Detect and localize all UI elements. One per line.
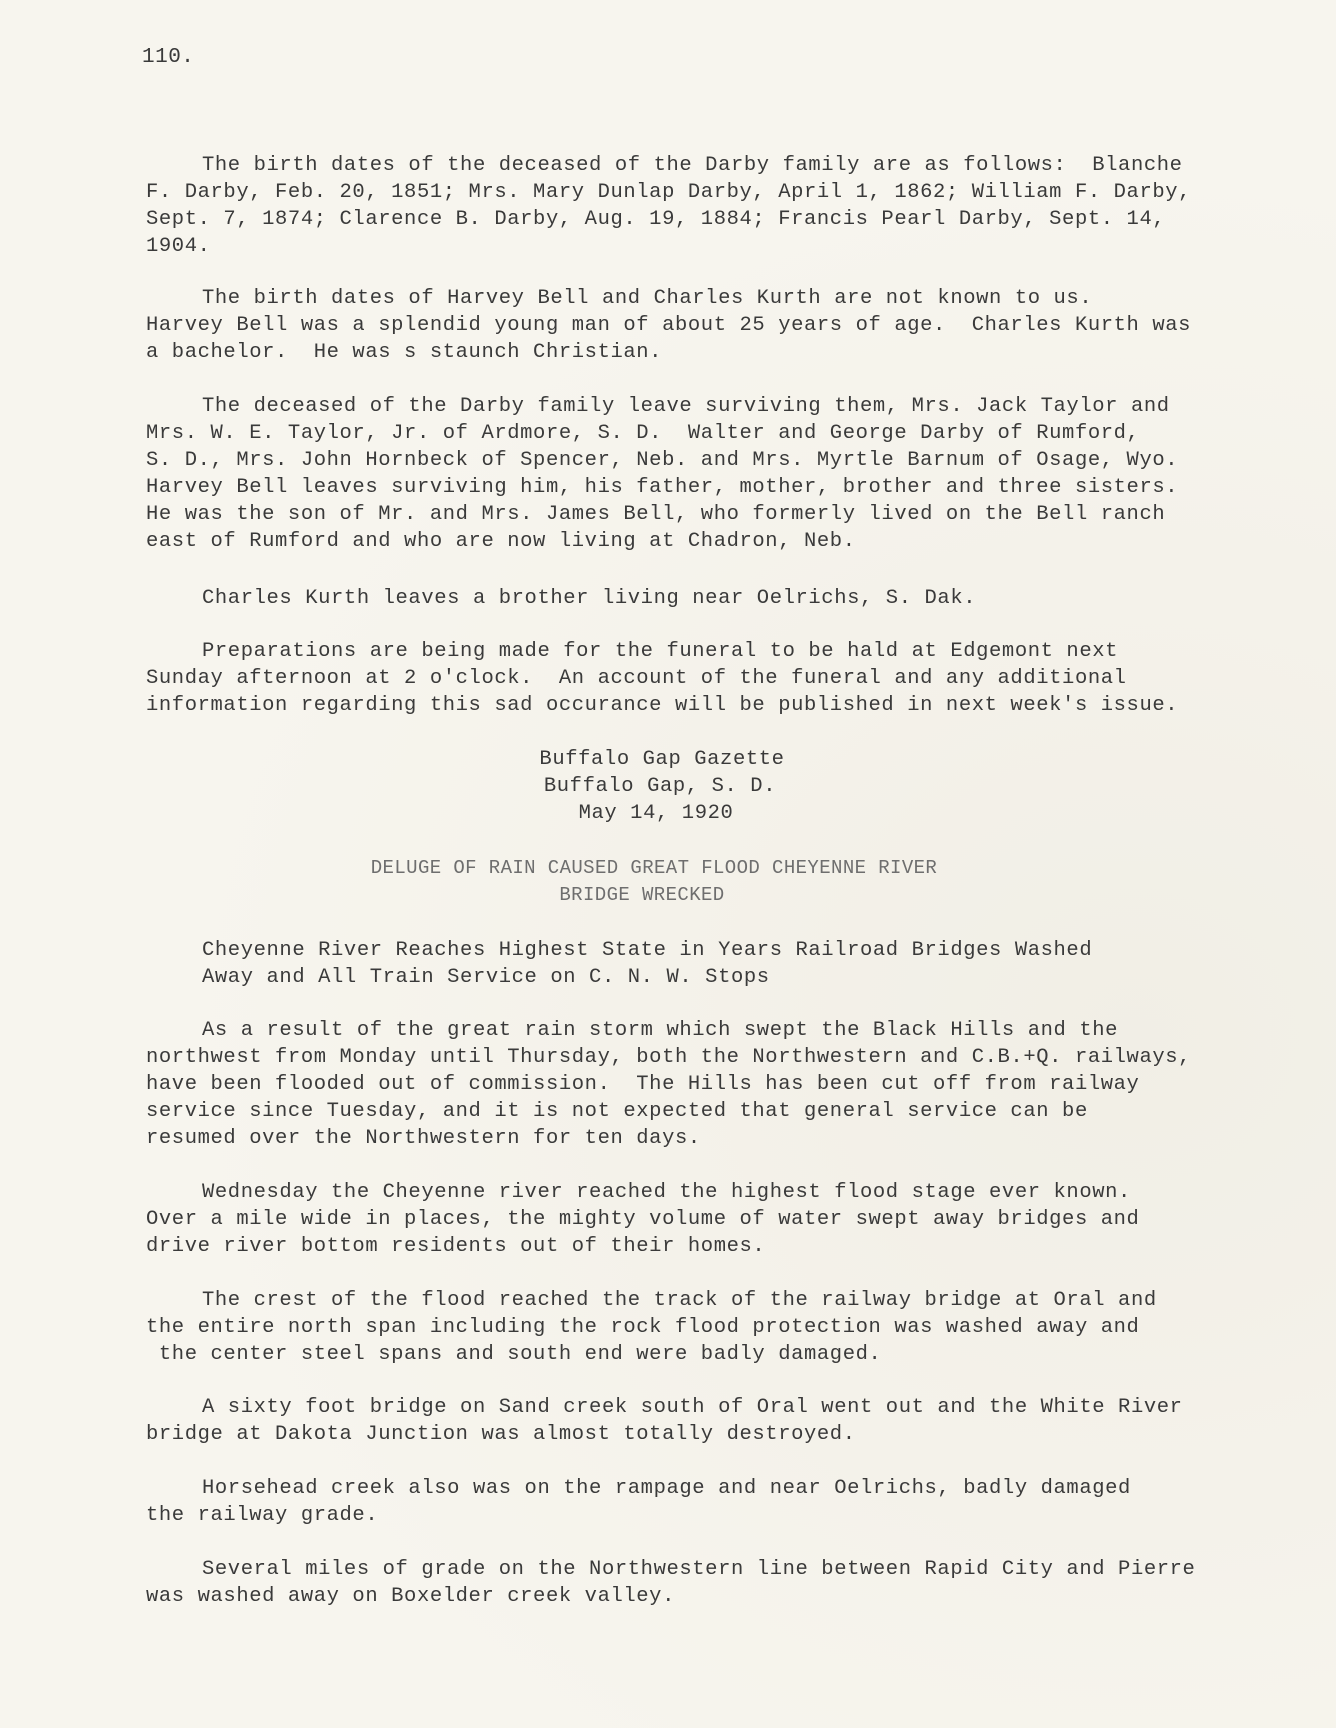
text-line: the railway grade. — [146, 1504, 379, 1527]
text-line: The crest of the flood reached the track of the railway bridge at Oral and — [202, 1289, 1157, 1312]
text-line: Harvey Bell leaves surviving him, his father, mother, brother and three sisters. — [146, 476, 1179, 499]
text-line: drive river bottom residents out of their homes. — [146, 1235, 766, 1258]
text-line: Wednesday the Cheyenne river reached the highest flood stage ever known. — [202, 1181, 1131, 1204]
text-line: service since Tuesday, and it is not expected that general service can be — [146, 1100, 1088, 1123]
text-line: Mrs. W. E. Taylor, Jr. of Ardmore, S. D. Walter and George Darby of Rumford, — [146, 422, 1140, 445]
newspaper-name: Buffalo Gap Gazette — [539, 748, 785, 771]
text-line: As a result of the great rain storm which swept the Black Hills and the — [202, 1019, 1119, 1042]
text-line: resumed over the Northwestern for ten days. — [146, 1127, 701, 1150]
text-line: information regarding this sad occurance will be published in next week's issue. — [146, 694, 1179, 717]
text-line: Sunday afternoon at 2 o'clock. An account of the funeral and any additional — [146, 667, 1127, 690]
newspaper-date: May 14, 1920 — [578, 802, 734, 825]
text-line: The birth dates of Harvey Bell and Charles Kurth are not known to us. — [202, 287, 1093, 310]
text-line: The deceased of the Darby family leave surviving them, Mrs. Jack Taylor and — [202, 395, 1170, 418]
text-line: Preparations are being made for the funeral to be hald at Edgemont next — [202, 640, 1119, 663]
text-line: northwest from Monday until Thursday, both the Northwestern and C.B.+Q. railways, — [146, 1046, 1192, 1069]
text-line: F. Darby, Feb. 20, 1851; Mrs. Mary Dunlap Darby, April 1, 1862; William F. Darby, — [146, 181, 1192, 204]
text-line: was washed away on Boxelder creek valley. — [146, 1585, 675, 1608]
text-line: Harvey Bell was a splendid young man of about 25 years of age. Charles Kurth was — [146, 314, 1192, 337]
text-line: He was the son of Mr. and Mrs. James Bell, who formerly lived on the Bell ranch — [146, 503, 1166, 526]
headline-line: DELUGE OF RAIN CAUSED GREAT FLOOD CHEYENNE RIVER — [370, 857, 938, 879]
text-line: Charles Kurth leaves a brother living near Oelrichs, S. Dak. — [202, 587, 977, 610]
newspaper-location: Buffalo Gap, S. D. — [543, 775, 777, 798]
text-line: the entire north span including the rock flood protection was washed away and — [146, 1316, 1140, 1339]
text-line: Over a mile wide in places, the mighty volume of water swept away bridges and — [146, 1208, 1140, 1231]
text-line: 1904. — [146, 235, 211, 258]
text-line: a bachelor. He was s staunch Christian. — [146, 341, 663, 364]
text-line: A sixty foot bridge on Sand creek south of Oral went out and the White River — [202, 1396, 1183, 1419]
text-line: bridge at Dakota Junction was almost totally destroyed. — [146, 1423, 856, 1446]
text-line: have been flooded out of commission. The Hills has been cut off from railway — [146, 1073, 1140, 1096]
text-line: S. D., Mrs. John Hornbeck of Spencer, Neb. and Mrs. Myrtle Barnum of Osage, Wyo. — [146, 449, 1179, 472]
text-line: east of Rumford and who are now living at Chadron, Neb. — [146, 530, 856, 553]
text-line: Horsehead creek also was on the rampage and near Oelrichs, badly damaged — [202, 1477, 1131, 1500]
page-number: 110. — [142, 46, 195, 69]
headline-line: BRIDGE WRECKED — [559, 884, 725, 906]
text-line: Several miles of grade on the Northwestern line between Rapid City and Pierre — [202, 1558, 1196, 1581]
subheadline-line: Away and All Train Service on C. N. W. Stops — [202, 966, 770, 989]
text-line: Sept. 7, 1874; Clarence B. Darby, Aug. 19, 1884; Francis Pearl Darby, Sept. 14, — [146, 208, 1166, 231]
subheadline-line: Cheyenne River Reaches Highest State in Years Railroad Bridges Washed — [202, 939, 1093, 962]
text-line: the center steel spans and south end were badly damaged. — [146, 1343, 882, 1366]
text-line: The birth dates of the deceased of the Darby family are as follows: Blanche — [202, 154, 1183, 177]
